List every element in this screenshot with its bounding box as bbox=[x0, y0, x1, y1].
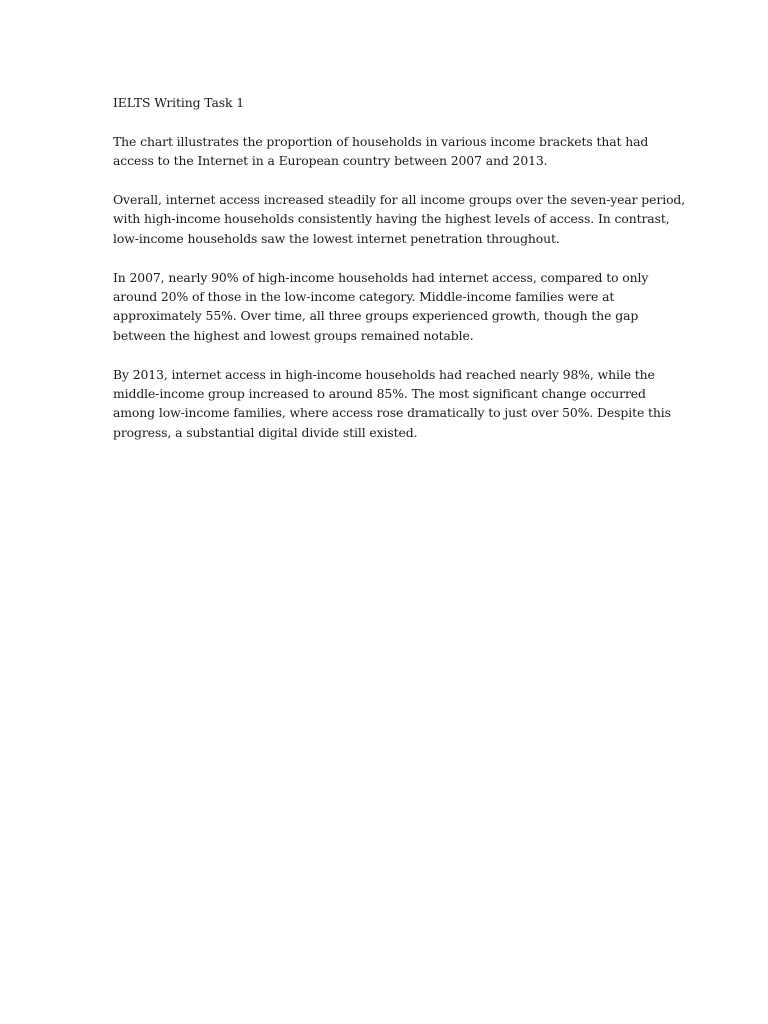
paragraph-overview bbox=[113, 190, 686, 248]
text-line: middle-income group increased to around 85%. The most significant change occurred bbox=[113, 386, 646, 402]
text-line: with high-income households consistently having the highest levels of access. In contrast, bbox=[113, 211, 670, 227]
text-line: among low-income families, where access rose dramatically to just over 50%. Despite this bbox=[113, 405, 671, 421]
text-line: Overall, internet access increased steadily for all income groups over the seven-year period, bbox=[113, 192, 686, 207]
paragraph-details-2013 bbox=[113, 365, 673, 443]
text-line: By 2013, internet access in high-income households had reached nearly 98%, while the bbox=[113, 366, 655, 382]
text-line: The chart illustrates the proportion of households in various income brackets that had bbox=[113, 133, 649, 149]
text-line: access to the Internet in a European country between 2007 and 2013. bbox=[113, 153, 548, 169]
text-line: approximately 55%. Over time, all three groups experienced growth, though the gap bbox=[113, 308, 639, 324]
text-line: between the highest and lowest groups remained notable. bbox=[113, 327, 474, 343]
paragraph-details-2007 bbox=[113, 268, 673, 346]
text-line: progress, a substantial digital divide still existed. bbox=[113, 424, 418, 440]
text-line: In 2007, nearly 90% of high-income households had internet access, compared to only bbox=[113, 269, 649, 285]
document-title: IELTS Writing Task 1 bbox=[113, 95, 245, 110]
text-line: around 20% of those in the low-income category. Middle-income families were at bbox=[113, 289, 615, 305]
paragraph-introduction bbox=[113, 132, 673, 171]
document-body bbox=[113, 93, 686, 462]
text-line: low-income households saw the lowest internet penetration throughout. bbox=[113, 230, 560, 246]
